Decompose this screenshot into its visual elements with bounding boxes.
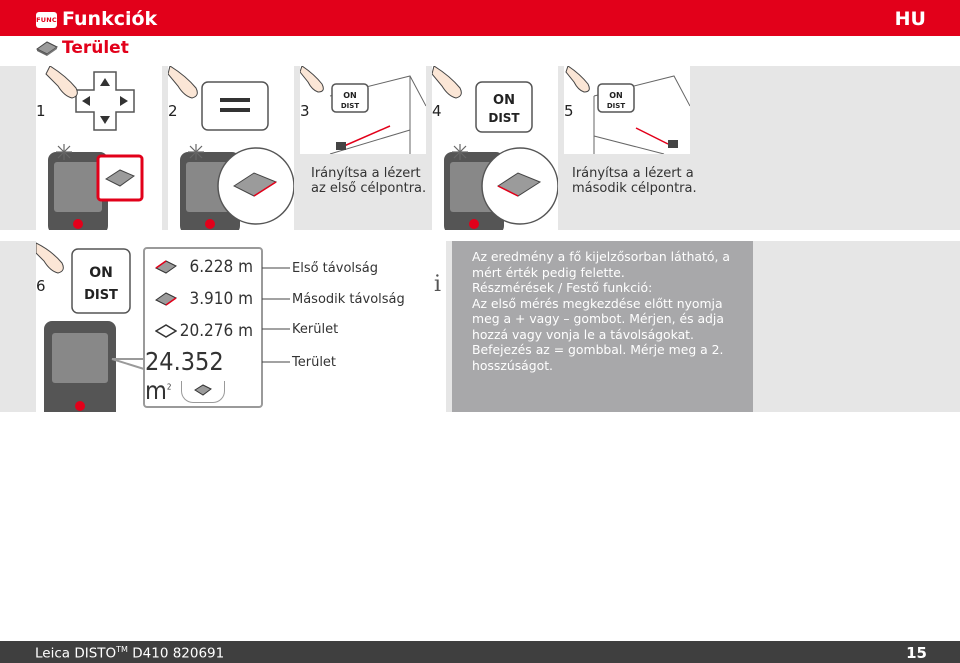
step-5-instruction: Irányítsa a lézert a második célpontra. xyxy=(572,166,697,196)
svg-text:ON: ON xyxy=(609,91,623,100)
second-distance-icon xyxy=(155,292,177,306)
page-title: Funkciók xyxy=(62,8,158,30)
step-1-illustration xyxy=(36,66,162,230)
svg-text:DIST: DIST xyxy=(488,111,520,125)
display-value-1: 6.228 m xyxy=(189,257,253,277)
laser-sparkle-icon xyxy=(188,144,204,160)
device-button-icon xyxy=(73,219,83,229)
footer-product: Leica DISTO™ D410 820691 xyxy=(35,645,225,662)
display-main-value: 24.352 $m^2$ xyxy=(145,347,224,405)
step-number-5: 5 xyxy=(564,102,574,120)
step-2-panel xyxy=(168,66,294,230)
step-5-illustration xyxy=(564,66,690,154)
label-second-distance: Második távolság xyxy=(292,292,405,307)
step-1-panel xyxy=(36,66,162,230)
display-softkey xyxy=(181,381,225,403)
svg-text:ON: ON xyxy=(343,91,357,100)
display-value-3: 20.276 m xyxy=(179,321,253,341)
step-number-3: 3 xyxy=(300,102,310,120)
svg-text:ON: ON xyxy=(493,93,515,108)
func-badge: FUNC xyxy=(36,12,57,28)
steps-row-1 xyxy=(0,66,960,230)
step-4-panel xyxy=(432,66,558,230)
info-line-1: Az eredmény a fő kijelzősorban látható, a mért érték pedig felette. xyxy=(472,249,730,280)
info-text xyxy=(472,249,750,373)
step-3-instruction: Irányítsa a lézert az első célpontra. xyxy=(311,166,427,196)
step-4-illustration xyxy=(432,66,558,230)
laser-sparkle-icon xyxy=(56,144,72,160)
perimeter-icon xyxy=(155,324,177,338)
step-3-illustration xyxy=(300,66,426,154)
footer-bar xyxy=(0,641,960,663)
step-3-panel xyxy=(300,66,426,154)
info-line-2: Részmérések / Festő funkció: xyxy=(472,280,653,295)
info-line-3: Az első mérés megkezdése előtt nyomja meg a + vagy – gombot. Mérjen, és adja hozzá vagy vonja le a távolságokat. Befejezés az = gombbal. Mérje meg a 2. hosszúságot. xyxy=(472,295,724,373)
language-code: HU xyxy=(894,8,926,30)
laser-sparkle-icon xyxy=(452,144,468,160)
step-number-4: 4 xyxy=(432,102,442,120)
area-icon xyxy=(35,40,59,56)
info-icon: i xyxy=(434,272,442,297)
label-area: Terület xyxy=(292,355,337,370)
step-5-panel xyxy=(564,66,690,154)
label-first-distance: Első távolság xyxy=(292,261,378,276)
page-number: 15 xyxy=(906,644,927,662)
step-number-1: 1 xyxy=(36,102,46,120)
area-icon xyxy=(194,384,212,396)
svg-text:DIST: DIST xyxy=(606,102,626,110)
svg-text:DIST: DIST xyxy=(84,288,118,303)
header-bar xyxy=(0,0,960,36)
svg-text:ON: ON xyxy=(89,265,113,281)
section-title: Terület xyxy=(62,38,129,58)
step-number-6: 6 xyxy=(36,277,46,295)
step-2-illustration xyxy=(168,66,294,230)
label-perimeter: Kerület xyxy=(292,322,339,337)
display-value-2: 3.910 m xyxy=(189,289,253,309)
svg-text:DIST: DIST xyxy=(340,102,360,110)
first-distance-icon xyxy=(155,260,177,274)
device-display xyxy=(143,247,263,408)
leader-lines xyxy=(262,241,292,412)
step-number-2: 2 xyxy=(168,102,178,120)
